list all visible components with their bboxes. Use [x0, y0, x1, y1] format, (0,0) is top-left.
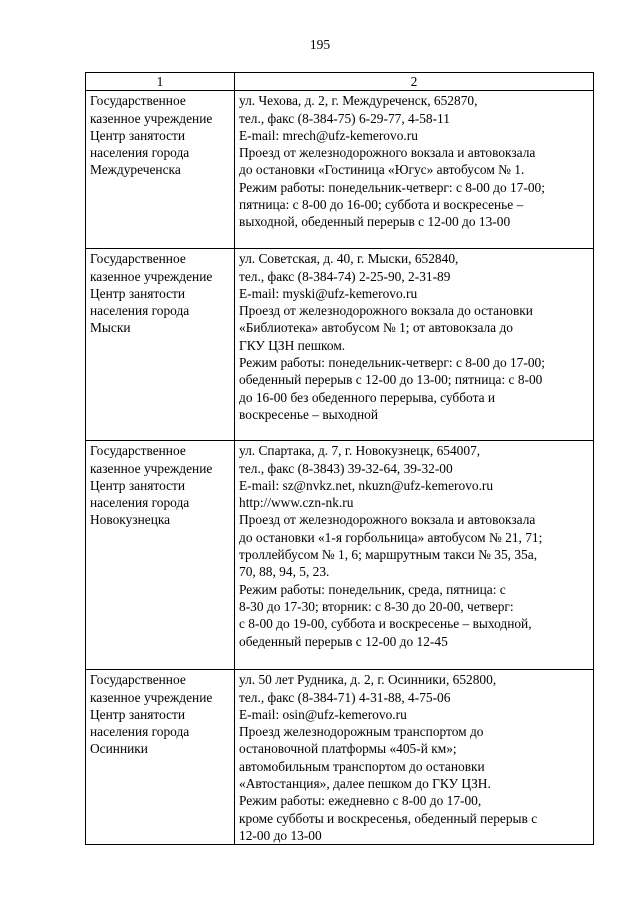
institution-name-cell	[86, 670, 235, 845]
employment-centers-table	[85, 72, 594, 845]
institution-name-line: населения города	[90, 303, 190, 319]
institution-name-line: Осинники	[90, 741, 148, 757]
contact-info-line: кроме субботы и воскресенья, обеденный перерыв с	[239, 810, 538, 826]
contact-info-cell	[235, 91, 594, 249]
institution-name-line: Государственное	[90, 93, 186, 109]
contact-info-line: 12-00 до 13-00	[239, 827, 322, 843]
contact-info-line: выходной, обеденный перерыв с 12-00 до 13-00	[239, 214, 511, 230]
contact-info-line: E-mail: myski@ufz-kemerovo.ru	[239, 285, 418, 301]
contact-info-line: ГКУ ЦЗН пешком.	[239, 337, 346, 353]
contact-info-line: E-mail: osin@ufz-kemerovo.ru	[239, 706, 407, 722]
contact-info-line: воскресенье – выходной	[239, 406, 378, 422]
institution-name-line: казенное учреждение	[90, 110, 213, 126]
contact-info-line: пятница: с 8-00 до 16-00; суббота и воскресенье –	[239, 197, 524, 213]
contact-info-line: остановочной платформы «405-й км»;	[239, 741, 457, 757]
contact-info-cell	[235, 670, 594, 845]
contact-info-line: Проезд от железнодорожного вокзала до остановки	[239, 303, 533, 319]
contact-info-line: http://www.czn-nk.ru	[239, 495, 354, 511]
contact-info-line: ул. Советская, д. 40, г. Мыски, 652840,	[239, 251, 459, 267]
contact-info-line: Режим работы: понедельник-четверг: с 8-00 до 17-00;	[239, 179, 545, 195]
table-row	[86, 670, 594, 845]
institution-name-cell	[86, 249, 235, 441]
contact-info-line: ул. Чехова, д. 2, г. Междуреченск, 652870,	[239, 93, 478, 109]
institution-name-cell	[86, 441, 235, 670]
contact-info-line: Режим работы: понедельник, среда, пятница: с	[239, 581, 506, 597]
institution-name-line: казенное учреждение	[90, 460, 213, 476]
table-row	[86, 441, 594, 670]
column-header-1: 1	[86, 73, 235, 91]
institution-name-line: Междуреченска	[90, 162, 181, 178]
institution-name-cell	[86, 91, 235, 249]
contact-info-line: с 8-00 до 19-00, суббота и воскресенье – выходной,	[239, 616, 532, 632]
institution-name-line: Государственное	[90, 443, 186, 459]
institution-name-line: населения города	[90, 495, 190, 511]
contact-info-line: Режим работы: понедельник-четверг: с 8-00 до 17-00;	[239, 355, 545, 371]
contact-info-line: «Автостанция», далее пешком до ГКУ ЦЗН.	[239, 776, 491, 792]
contact-info-line: 8-30 до 17-30; вторник: с 8-30 до 20-00, четверг:	[239, 598, 514, 614]
institution-name-line: Центр занятости	[90, 706, 186, 722]
contact-info-cell	[235, 249, 594, 441]
table-header-row	[86, 73, 594, 91]
page-number: 195	[309, 37, 331, 52]
contact-info-line: 70, 88, 94, 5, 23.	[239, 564, 330, 580]
institution-name-line: Центр занятости	[90, 285, 186, 301]
contact-info-line: Проезд железнодорожным транспортом до	[239, 724, 484, 740]
contact-info-line: тел., факс (8-384-75) 6-29-77, 4-58-11	[239, 110, 450, 126]
contact-info-line: ул. 50 лет Рудника, д. 2, г. Осинники, 652800,	[239, 672, 497, 688]
contact-info-line: E-mail: mrech@ufz-kemerovo.ru	[239, 127, 418, 143]
contact-info-cell	[235, 441, 594, 670]
contact-info-line: до остановки «1-я горбольница» автобусом № 21, 71;	[239, 529, 543, 545]
contact-info-line: Проезд от железнодорожного вокзала и автовокзала	[239, 512, 536, 528]
institution-name-line: Центр занятости	[90, 127, 186, 143]
contact-info-line: ул. Спартака, д. 7, г. Новокузнецк, 654007,	[239, 443, 481, 459]
contact-info-line: Режим работы: ежедневно с 8-00 до 17-00,	[239, 793, 482, 809]
institution-name-line: Государственное	[90, 251, 186, 267]
contact-info-line: автомобильным транспортом до остановки	[239, 758, 485, 774]
contact-info-line: «Библиотека» автобусом № 1; от автовокзала до	[239, 320, 513, 336]
contact-info-line: тел., факс (8-3843) 39-32-64, 39-32-00	[239, 460, 453, 476]
contact-info-line: до остановки «Гостиница «Югус» автобусом № 1.	[239, 162, 525, 178]
contact-info-line: E-mail: sz@nvkz.net, nkuzn@ufz-kemerovo.ru	[239, 477, 494, 493]
contact-info-line: до 16-00 без обеденного перерыва, суббота и	[239, 389, 496, 405]
institution-name-line: населения города	[90, 145, 190, 161]
institution-name-line: Центр занятости	[90, 477, 186, 493]
contact-info-line: обеденный перерыв с 12-00 до 12-45	[239, 633, 448, 649]
table-row	[86, 249, 594, 441]
institution-name-line: казенное учреждение	[90, 268, 213, 284]
institution-name-line: Новокузнецка	[90, 512, 171, 528]
column-header-2: 2	[235, 73, 594, 91]
institution-name-line: казенное учреждение	[90, 689, 213, 705]
contact-info-line: тел., факс (8-384-71) 4-31-88, 4-75-06	[239, 689, 451, 705]
table-row	[86, 91, 594, 249]
contact-info-line: обеденный перерыв с 12-00 до 13-00; пятница: с 8-00	[239, 372, 543, 388]
institution-name-line: Государственное	[90, 672, 186, 688]
contact-info-line: троллейбусом № 1, 6; маршрутным такси № 35, 35а,	[239, 547, 538, 563]
contact-info-line: Проезд от железнодорожного вокзала и автовокзала	[239, 145, 536, 161]
institution-name-line: населения города	[90, 724, 190, 740]
contact-info-line: тел., факс (8-384-74) 2-25-90, 2-31-89	[239, 268, 451, 284]
institution-name-line: Мыски	[90, 320, 131, 336]
